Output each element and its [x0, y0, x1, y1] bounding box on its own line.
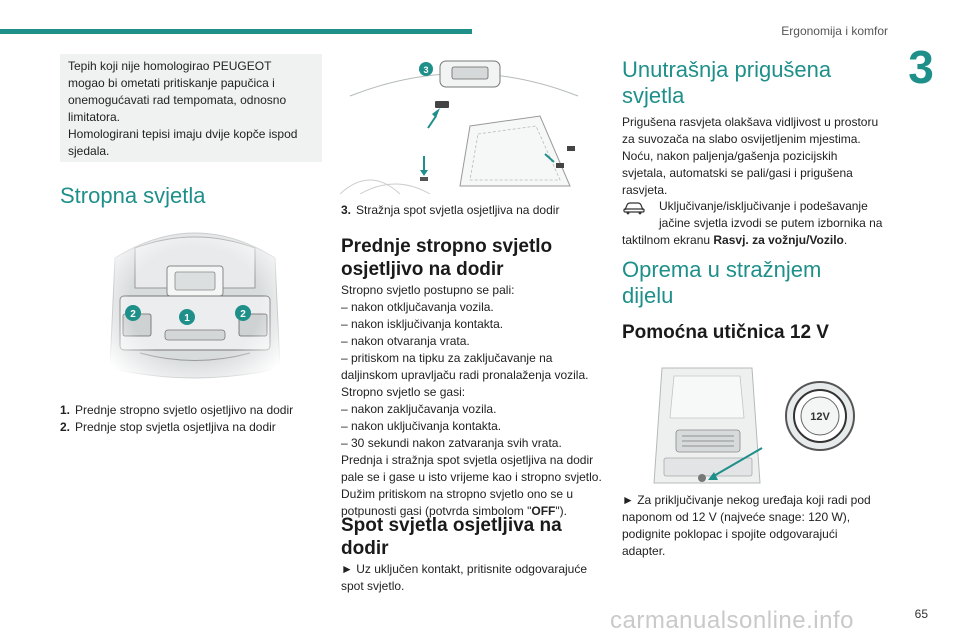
socket-label: 12V [810, 411, 830, 423]
body-prigusena: Prigušena rasvjeta olakšava vidljivost u prostoru za suvozača na slabo osvijetljenim mjestima. Noću, nakon paljenja/gašenja pozicijskih svjetala, automatski se pali/gasi i prigušena rasvjeta. [622, 115, 879, 197]
heading-uticnica: Pomoćna utičnica 12 V [622, 322, 829, 343]
chapter-number: 3 [908, 41, 934, 93]
note-line: limitatora. [68, 110, 121, 124]
ceiling-light-illustration [95, 218, 295, 390]
heading-spot-svjetla: Spot svjetla osjetljiva na dodir [341, 515, 562, 559]
callout-label: 2 [130, 309, 136, 320]
heading-oprema-straznji: Oprema u stražnjem dijelu [622, 257, 822, 308]
legend-item: 2. Prednje stop svjetla osjetljiva na dodir [60, 420, 276, 434]
figure-front-ceiling-light [95, 218, 295, 390]
section-title: Ergonomija i komfor [781, 24, 888, 38]
legend-item: 1. Prednje stropno svjetlo osjetljivo na dodir [60, 403, 294, 417]
figure-12v-socket [652, 358, 862, 490]
note-line: onemogućavati rad tempomata, odnosno [68, 93, 287, 107]
callout-label: 3 [423, 65, 429, 75]
callout-label: 2 [240, 309, 246, 320]
note-line: mogao bi ometati pritiskanje papučica i [68, 76, 275, 90]
note-line: sjedala. [68, 144, 110, 158]
heading-prigusena-svjetla: Unutrašnja prigušena svjetla [622, 57, 832, 108]
callout-label: 1 [184, 313, 190, 324]
heading-stropna-svjetla: Stropna svjetla [60, 183, 206, 208]
legend-list-1 [60, 402, 322, 436]
watermark: carmanualsonline.info [610, 607, 854, 634]
rear-spot-illustration [340, 56, 588, 194]
car-icon [622, 201, 646, 215]
socket-illustration [652, 358, 862, 490]
note-box [60, 54, 322, 162]
figure-rear-spot-lights [340, 56, 588, 194]
note-line: Tepih koji nije homologirao PEUGEOT [68, 59, 272, 73]
body-prednje-stropno: Stropno svjetlo postupno se pali: – nakon otključavanja vozila. – nakon isključivanja kontakta. – nakon otvaranja vrata. – pritiskom na tipku za zaključavanje na daljinskom upravljaču radi pronalaženja vozila. Stropno svjetlo se gasi: – nakon zaključavanja vozila. – nakon uključivanja kontakta. – 30 sekundi nakon zatvaranja svih vrata. Prednja i stražnja spot svjetla osjetljiva na dodir pale se i gase u isto vrijeme kao i stropno svjetlo. Dužim pritiskom na stropno svjetlo ono se u potpunosti gasi (potvrda simbolom "OFF"). [341, 283, 602, 518]
note-line: Homologirani tepisi imaju dvije kopče ispod [68, 127, 298, 141]
header-accent-bar [0, 29, 472, 34]
step-uticnica: ► Za priključivanje nekog uređaja koji radi pod naponom od 12 V (najveće snage: 120 W), podignite poklopac i spojite odgovarajući adapter. [622, 493, 871, 558]
heading-prednje-stropno: Prednje stropno svjetlo osjetljivo na dodir [341, 236, 553, 280]
tip-touchscreen: Uključivanje/isključivanje i podešavanje jačine svjetla izvodi se putem izbornika na taktilnom ekranu Rasvj. za vožnju/Vozilo. [622, 199, 883, 247]
legend-item: 3. Stražnja spot svjetla osjetljiva na dodir [341, 203, 560, 217]
legend-list-2 [341, 202, 607, 219]
step-spot-svjetla: ► Uz uključen kontakt, pritisnite odgovarajuće spot svjetlo. [341, 562, 587, 593]
page-number: 65 [914, 607, 928, 621]
